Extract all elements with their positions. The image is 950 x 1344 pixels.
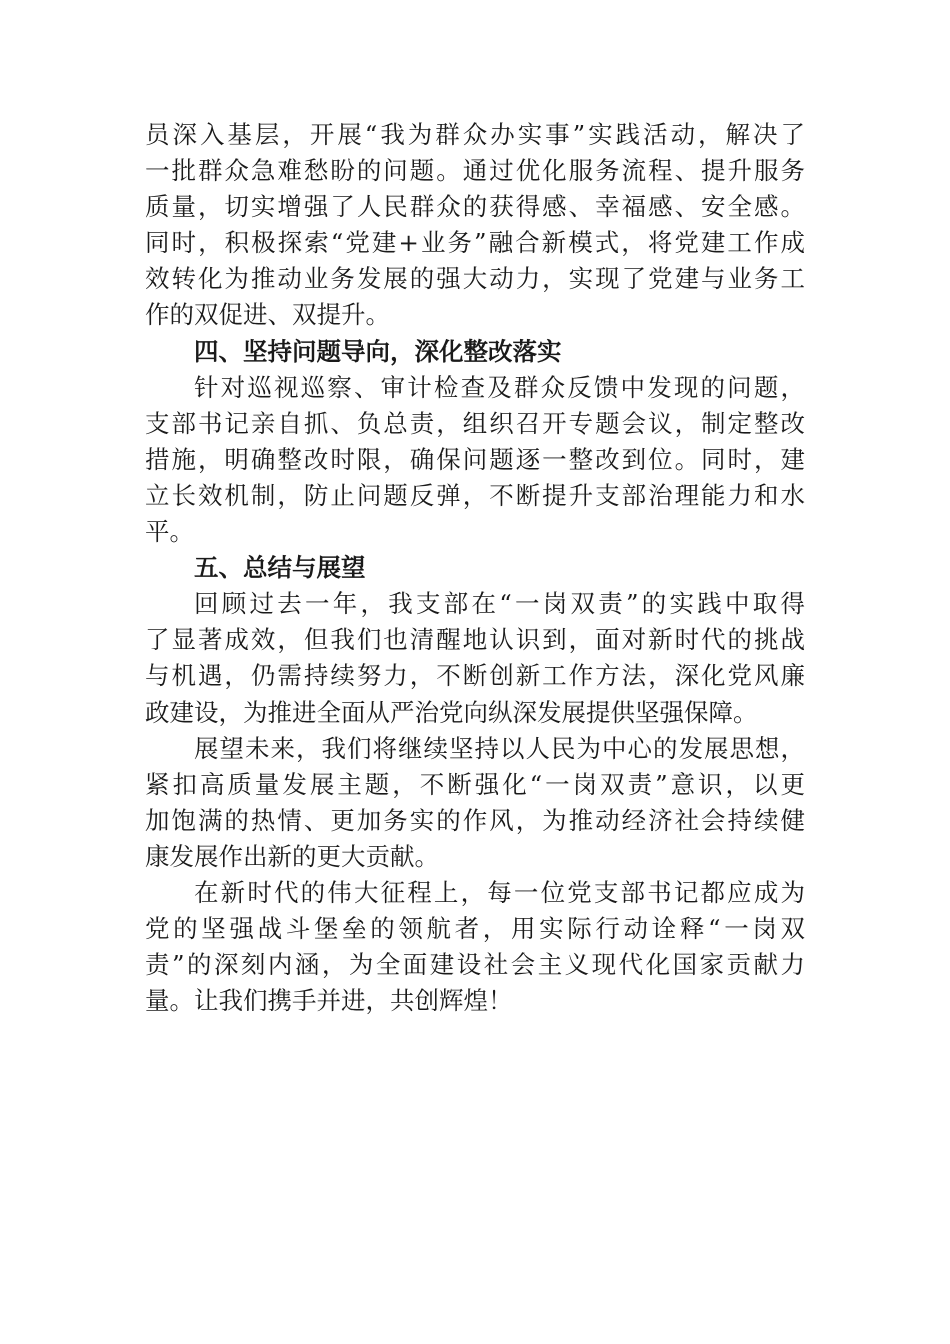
text-line: 平。 <box>145 517 194 547</box>
text-line: 立长效机制，防止问题反弹，不断提升支部治理能力和水 <box>145 480 805 510</box>
text-line: 效转化为推动业务发展的强大动力，实现了党建与业务工 <box>145 264 805 294</box>
text-line: 量。让我们携手并进，共创辉煌！ <box>145 986 513 1016</box>
section-heading <box>145 334 805 370</box>
text-line: 政建设，为推进全面从严治党向纵深发展提供坚强保障。 <box>145 697 758 727</box>
text-line: 质量，切实增强了人民群众的获得感、幸福感、安全感。 <box>145 192 805 222</box>
text-line: 针对巡视巡察、审计检查及群众反馈中发现的问题， <box>194 372 805 402</box>
text-line: 在新时代的伟大征程上，每一位党支部书记都应成为 <box>194 877 805 907</box>
section-heading <box>145 550 805 586</box>
paragraph <box>145 586 805 730</box>
text-line: 同时，积极探索“党建+业务”融合新模式，将党建工作成 <box>145 228 805 258</box>
paragraph <box>145 875 805 1019</box>
text-line: 支部书记亲自抓、负总责，组织召开专题会议，制定整改 <box>145 408 805 438</box>
text-line: 一批群众急难愁盼的问题。通过优化服务流程、提升服务 <box>145 156 805 186</box>
text-line: 加饱满的热情、更加务实的作风，为推动经济社会持续健 <box>145 805 805 835</box>
text-line: 党的坚强战斗堡垒的领航者，用实际行动诠释“一岗双 <box>145 914 805 944</box>
text-line: 紧扣高质量发展主题，不断强化“一岗双责”意识，以更 <box>145 769 805 799</box>
heading-text: 四、坚持问题导向，深化整改落实 <box>194 336 562 366</box>
text-line: 措施，明确整改时限，确保问题逐一整改到位。同时，建 <box>145 444 805 474</box>
text-line: 与机遇，仍需持续努力，不断创新工作方法，深化党风廉 <box>145 661 805 691</box>
text-line: 责”的深刻内涵，为全面建设社会主义现代化国家贡献力 <box>145 950 805 980</box>
paragraph <box>145 117 805 334</box>
text-line: 展望未来，我们将继续坚持以人民为中心的发展思想， <box>194 733 805 763</box>
text-line: 员深入基层，开展“我为群众办实事”实践活动，解决了 <box>145 120 805 149</box>
text-line: 作的双促进、双提升。 <box>145 300 390 330</box>
paragraph <box>145 370 805 550</box>
document-page <box>145 117 805 1019</box>
text-line: 了显著成效，但我们也清醒地认识到，面对新时代的挑战 <box>145 625 805 655</box>
paragraph <box>145 731 805 875</box>
heading-text: 五、总结与展望 <box>194 553 366 583</box>
text-line: 回顾过去一年，我支部在“一岗双责”的实践中取得 <box>194 589 805 619</box>
text-line: 康发展作出新的更大贡献。 <box>145 841 439 871</box>
